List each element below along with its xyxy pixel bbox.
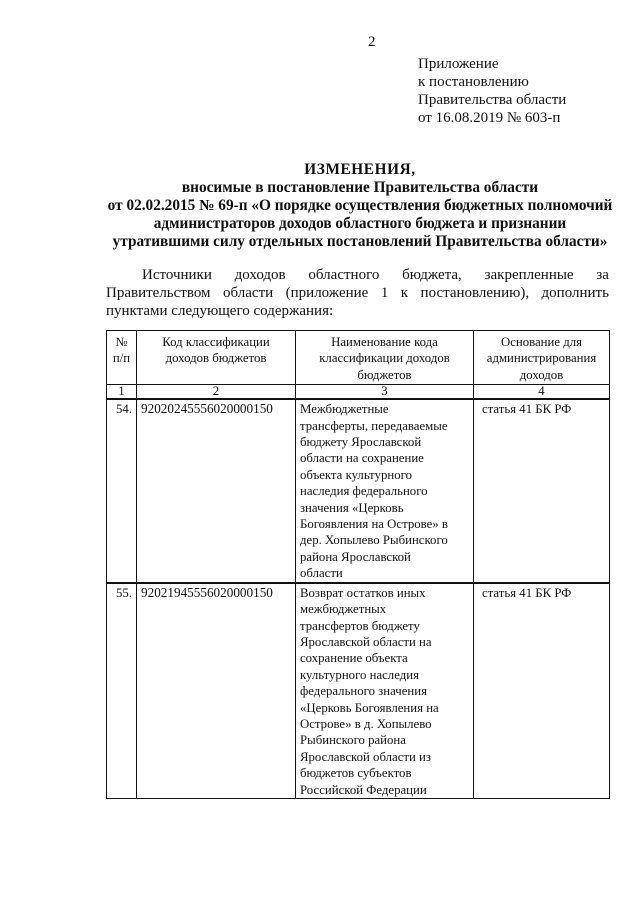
row-number: 54. (107, 399, 137, 582)
heading-line: администраторов доходов областного бюджета и признании (153, 215, 567, 232)
table-row (107, 399, 610, 582)
header-name: Наименование кода классификации доходов бюджетов (296, 331, 474, 385)
header-num: № п/п (107, 331, 137, 385)
page-number: 2 (368, 34, 376, 50)
intro-word: за (596, 267, 609, 283)
table-header-row (107, 331, 610, 385)
annex-reference (418, 55, 566, 127)
header-code: Код классификации доходов бюджетов (137, 331, 296, 385)
annex-line: от 16.08.2019 № 603-п (418, 110, 561, 126)
column-number: 3 (296, 385, 474, 400)
intro-word: закрепленные (484, 267, 574, 283)
intro-line: пунктами следующего содержания: (106, 303, 334, 319)
row-number: 55. (107, 583, 137, 799)
row-code: 92020245556020000150 (137, 399, 296, 582)
column-number: 2 (137, 385, 296, 400)
intro-line (106, 266, 609, 284)
intro-word: Источники (142, 267, 212, 283)
intro-word: областного (308, 267, 380, 283)
heading-line: от 02.02.2015 № 69-п «О порядке осуществления бюджетных полномочий (107, 197, 613, 214)
column-number-row (107, 385, 610, 400)
column-number: 4 (474, 385, 610, 400)
intro-word: доходов (234, 267, 286, 283)
annex-line: Правительства области (418, 92, 567, 108)
intro-line (106, 284, 609, 302)
row-basis: статья 41 БК РФ (474, 583, 610, 799)
intro-paragraph (106, 266, 609, 320)
column-number: 1 (107, 385, 137, 400)
intro-word: области (223, 285, 274, 301)
row-name: Межбюджетные трансферты, передаваемые бюджету Ярославской области на сохранение объекта культурного наследия федерального значения «Церковь Богоявления на Острове» в дер. Хопылево Рыбинского района Ярославской области (296, 399, 474, 582)
row-name: Возврат остатков иных межбюджетных трансфертов бюджету Ярославской области на сохранение объекта культурного наследия федерального значения «Церковь Богоявления на Острове» в д. Хопылево Рыбинского района Ярославской области из бюджетов субъектов Российской Федерации (296, 583, 474, 799)
intro-word: 1 (380, 285, 389, 301)
row-basis: статья 41 БК РФ (474, 399, 610, 582)
intro-word: дополнить (541, 285, 609, 301)
heading-title: ИЗМЕНЕНИЯ, (304, 161, 416, 178)
heading-line: утратившими силу отдельных постановлений Правительства области» (112, 233, 608, 250)
intro-word: (приложение (285, 285, 369, 301)
revenue-sources-table (106, 330, 610, 799)
intro-word: постановлению), (420, 285, 530, 301)
intro-word: Правительством (106, 285, 211, 301)
row-code: 92021945556020000150 (137, 583, 296, 799)
intro-word: к (400, 285, 409, 301)
annex-line: к постановлению (418, 74, 529, 90)
heading-line: вносимые в постановление Правительства области (181, 179, 539, 196)
document-heading (60, 161, 640, 251)
annex-line: Приложение (418, 56, 499, 72)
table-row (107, 583, 610, 799)
intro-word: бюджета, (402, 267, 462, 283)
header-basis: Основание для администрирования доходов (474, 331, 610, 385)
